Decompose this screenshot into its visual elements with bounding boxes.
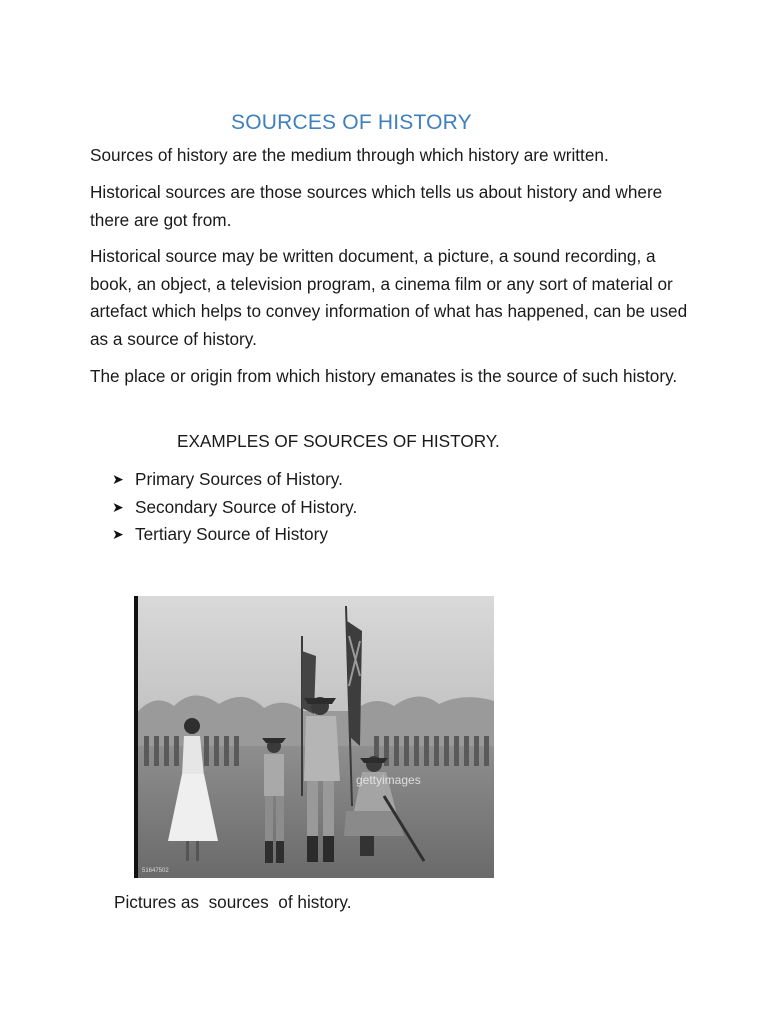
photo-caption: Pictures as sources of history. (114, 892, 352, 912)
arrow-bullet-icon: ➤ (112, 498, 124, 515)
paragraph-origin: The place or origin from which history emanates is the source of such history. (90, 366, 678, 386)
list-item (112, 494, 357, 522)
list-item-label: Tertiary Source of History (135, 524, 328, 544)
paragraph-source-types: Historical source may be written document, a picture, a sound recording, a book, an object, a television program, a cinema film or any sort of material or artefact which helps to convey information of what has happened, can be used as a source of history. (90, 246, 688, 349)
paragraph-definition: Sources of history are the medium through which history are written. (90, 145, 609, 165)
historical-photo (134, 596, 494, 878)
photo-image-id: 51647502 (142, 868, 169, 874)
examples-heading: EXAMPLES OF SOURCES OF HISTORY. (177, 431, 500, 451)
photo-watermark: gettyimages (356, 773, 421, 787)
list-item-label: Primary Sources of History. (135, 469, 343, 489)
page-title: SOURCES OF HISTORY (231, 111, 472, 134)
paragraph-historical-sources: Historical sources are those sources which tells us about history and where there are got from. (90, 182, 663, 230)
arrow-bullet-icon: ➤ (112, 471, 124, 487)
list-item (112, 466, 357, 494)
list-item-label: Secondary Source of History. (135, 496, 358, 517)
examples-list (112, 466, 357, 549)
list-item (112, 521, 357, 549)
arrow-bullet-icon: ➤ (112, 526, 124, 542)
